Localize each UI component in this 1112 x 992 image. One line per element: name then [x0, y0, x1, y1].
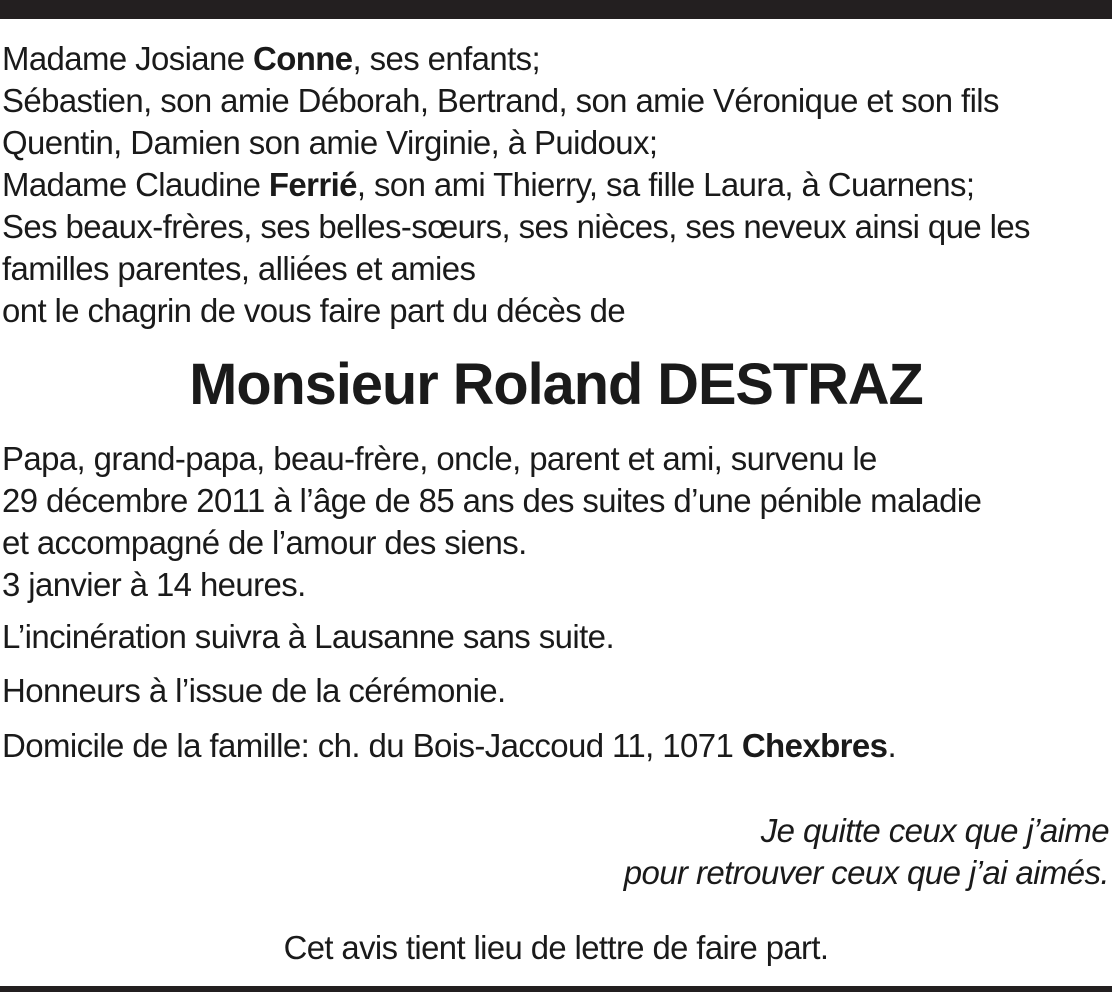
quote-line-2: pour retrouver ceux que j’ai aimés.	[623, 854, 1109, 891]
details-line-4: 3 janvier à 14 heures.	[2, 566, 306, 603]
family-name-ferrie: Ferrié	[268, 166, 357, 203]
intro-line-1-text: Madame Josiane	[2, 40, 254, 77]
top-rule	[0, 0, 1112, 19]
incineration-note: L’incinération suivra à Lausanne sans suite.	[2, 618, 615, 655]
intro-line-2: Sébastien, son amie Déborah, Bertrand, son amie Véronique et son fils	[2, 82, 999, 119]
intro-line-1-rest: , ses enfants;	[352, 40, 541, 77]
family-address-text: Domicile de la famille: ch. du Bois-Jaccoud 11, 1071	[2, 727, 742, 764]
deceased-name: Monsieur Roland DESTRAZ	[189, 352, 923, 417]
intro-line-4	[2, 164, 1108, 206]
details-line-1: Papa, grand-papa, beau-frère, oncle, parent et ami, survenu le	[2, 440, 877, 477]
family-address	[2, 725, 896, 767]
quote-line-1: Je quitte ceux que j’aime	[760, 812, 1109, 849]
honours-note: Honneurs à l’issue de la cérémonie.	[2, 672, 506, 709]
intro-line-4-rest: , son ami Thierry, sa fille Laura, à Cuarnens;	[356, 166, 975, 203]
details-line-3: et accompagné de l’amour des siens.	[2, 524, 527, 561]
family-address-end: .	[887, 727, 897, 764]
footer-note: Cet avis tient lieu de lettre de faire part.	[283, 929, 829, 966]
details-line-2: 29 décembre 2011 à l’âge de 85 ans des suites d’une pénible maladie	[2, 482, 982, 519]
family-announcement	[2, 38, 1110, 332]
bottom-rule	[0, 986, 1112, 992]
details-paragraph	[2, 438, 1110, 606]
address-town: Chexbres	[741, 727, 888, 764]
intro-line-5: Ses beaux-frères, ses belles-sœurs, ses nièces, ses neveux ainsi que les	[2, 208, 1030, 245]
intro-line-6: familles parentes, alliées et amies	[2, 250, 476, 287]
family-name-conne: Conne	[253, 40, 353, 77]
intro-line-7: ont le chagrin de vous faire part du décès de	[2, 292, 626, 329]
intro-line-4-text: Madame Claudine	[2, 166, 269, 203]
intro-line-1	[2, 38, 1108, 80]
intro-line-3: Quentin, Damien son amie Virginie, à Puidoux;	[2, 124, 658, 161]
